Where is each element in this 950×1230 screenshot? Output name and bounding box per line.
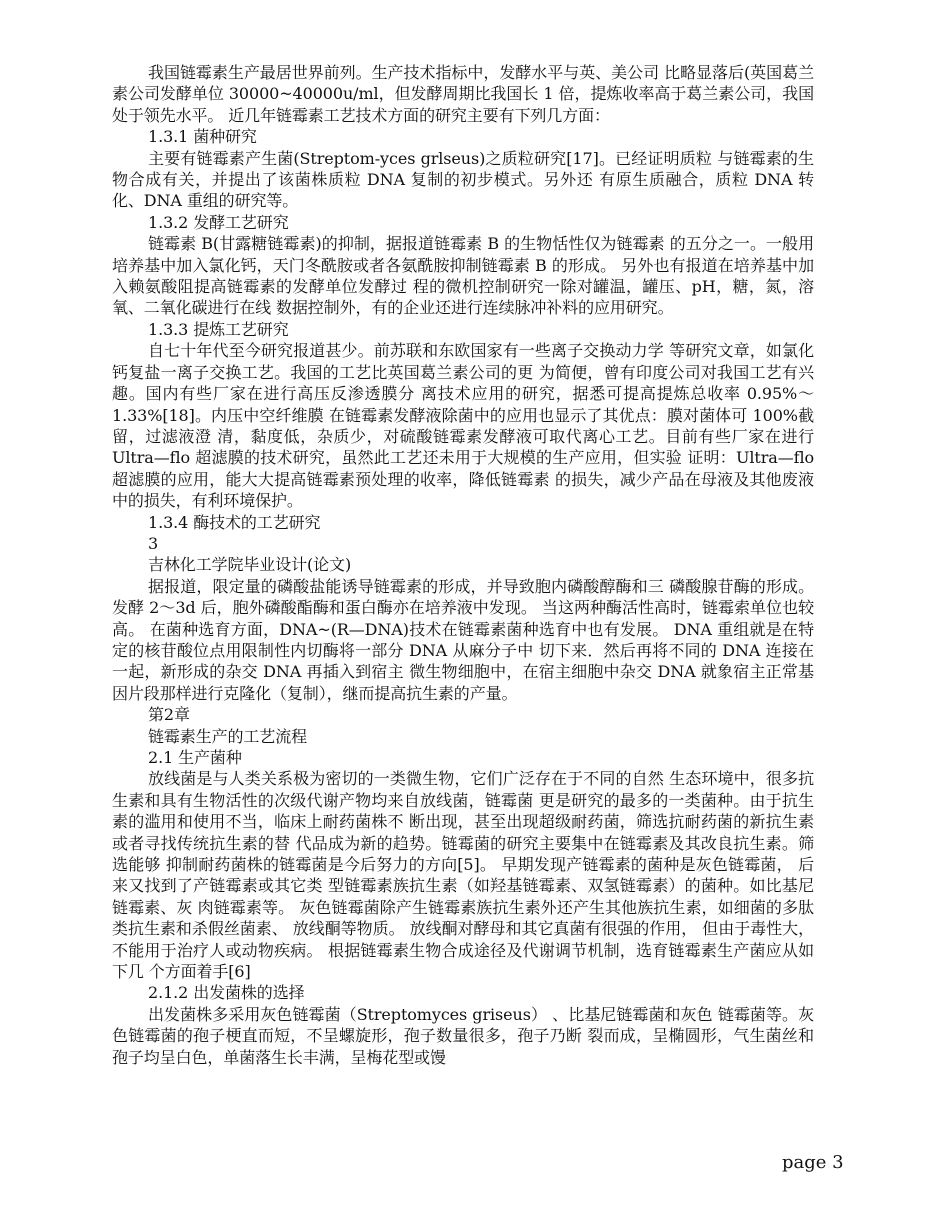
paragraph: 出发菌株多采用灰色链霉菌（Streptomyces griseus） 、比基尼链霉菌和灰色 链霉菌等。灰色链霉菌的孢子梗直而短，不呈螺旋形，孢子数量很多，孢子乃断 裂而成，呈椭圆形，气生菌丝和孢子均呈白色，单菌落生长丰满，呈梅花型或馒 (112, 1004, 814, 1067)
section-heading: 2.1 生产菌种 (148, 748, 242, 767)
running-header: 吉林化工学院毕业设计(论文) (148, 555, 352, 575)
paragraph: 链霉素 B(甘露糖链霉素)的抑制，据报道链霉素 B 的生物恬性仅为链霉素 的五分之一。一般用培养基中加入氯化钙，天门冬酰胺或者各氨酰胺抑制链霉素 B 的形成。 另外也有报道在培养基中加入赖氨酸阻提高链霉素的发酵单位发酵过 程的微机控制研究一除对罐温，罐压、pH，糖，氮，溶氧、二氧化碳进行在线 数据控制外，有的企业还进行连续脉冲补料的应用研究。 (112, 234, 814, 318)
paragraph: 我国链霉素生产最居世界前列。生产技术指标中，发酵水平与英、美公司 比略显落后(英国葛兰素公司发酵单位 30000~40000u/ml，但发酵周期比我国长 1 倍，提炼收率高于葛兰素公司，我国处于领先水平。 近几年链霉素工艺技术方面的研究主要有下列几方面： (112, 63, 814, 125)
inline-page-number: 3 (148, 533, 159, 553)
section-heading: 1.3.1 菌种研究 (148, 127, 257, 147)
paragraph: 放线菌是与人类关系极为密切的一类微生物，它们广泛存在于不同的自然 生态环境中，很多抗生素和具有生物活性的次级代谢产物均来自放线菌，链霉菌 更是研究的最多的一类菌种。由于抗生素的滥用和使用不当，临床上耐药菌株不 断出现，甚至出现超级耐药菌，筛选抗耐药菌的新抗生素或者寻找传统抗生素的替 代品成为新的趋势。链霉菌的研究主要集中在链霉素及其改良抗生素。筛选能够 抑制耐药菌株的链霉菌是今后努力的方向[5]。 早期发现产链霉素的菌种是灰色链霉菌， 后来又找到了产链霉素或其它类 型链霉素族抗生素（如羟基链霉素、双氢链霉素）的菌种。如比基尼链霉素、灰 肉链霉素等。 灰色链霉菌除产生链霉素族抗生素外还产生其他族抗生素，如细菌的多肽 类抗生素和杀假丝菌素、 放线酮等物质。 放线酮对酵母和其它真菌有很强的作用， 但由于毒性大，不能用于治疗人或动物疾病。 根据链霉素生物合成途径及代谢调节机制，选育链霉素生产菌应从如下几 个方面着手[6] (112, 769, 814, 982)
section-heading: 1.3.4 酶技术的工艺研究 (148, 512, 321, 532)
paragraph: 据报道，限定量的磷酸盐能诱导链霉素的形成，并导致胞内磷酸醇酶和三 磷酸腺苷酶的形成。发酵 2～3d 后，胞外磷酸酯酶和蛋白酶亦在培养液中发现。 当这两种酶活性高时，链霉索单位也较高。 在菌种选育方面，DNA~(R—DNA)技术在链霉素菌种选育中也有发展。 DNA 重组就是在特定的核苷酸位点用限制性内切酶将一部分 DNA 从麻分子中 切下来．然后再将不同的 DNA 连接在一起，新形成的杂交 DNA 再插入到宿主 微生物细胞中，在宿主细胞中杂交 DNA 就象宿主正常基因片段那样进行克隆化（复制），继而提高抗生素的产量。 (112, 576, 814, 703)
chapter-label: 第2章 (148, 705, 190, 725)
section-heading: 1.3.3 提炼工艺研究 (148, 319, 289, 339)
paragraph: 主要有链霉素产生菌(Streptom-yces grlseus)之质粒研究[17]。已经证明质粒 与链霉素的生物合成有关，并提出了该菌株质粒 DNA 复制的初步模式。另外还 有原生质融合，质粒 DNA 转化、DNA 重组的研究等。 (112, 148, 814, 211)
chapter-title: 链霉素生产的工艺流程 (148, 726, 308, 746)
body-text (112, 62, 814, 1068)
paragraph: 自七十年代至今研究报道甚少。前苏联和东欧国家有一些离子交换动力学 等研究文章，如氯化钙复盐一离子交换工艺。我国的工艺比英国葛兰素公司的更 为简便，曾有印度公司对我国工艺有兴趣。国内有些厂家在进行高压反渗透膜分 离技术应用的研究，据悉可提高提炼总收率 0.95%～1.33%[18]。内压中空纤维膜 在链霉素发酵液除菌中的应用也显示了其优点：膜对菌体可 100%截留，过滤液澄 清，黏度低，杂质少，对硫酸链霉素发酵液可取代离心工艺。目前有些厂家在进行 Ultra—flo 超滤膜的技术研究，虽然此工艺还未用于大规模的生产应用，但实验 证明：Ultra—flo 超滤膜的应用，能大大提高链霉素预处理的收率，降低链霉素 的损失，减少产品在母液及其他废液中的损失，有利环境保护。 (112, 341, 814, 511)
page-number: page 3 (782, 1152, 844, 1173)
section-heading: 2.1.2 出发菌株的选择 (148, 983, 305, 1003)
section-heading: 1.3.2 发酵工艺研究 (148, 212, 289, 232)
